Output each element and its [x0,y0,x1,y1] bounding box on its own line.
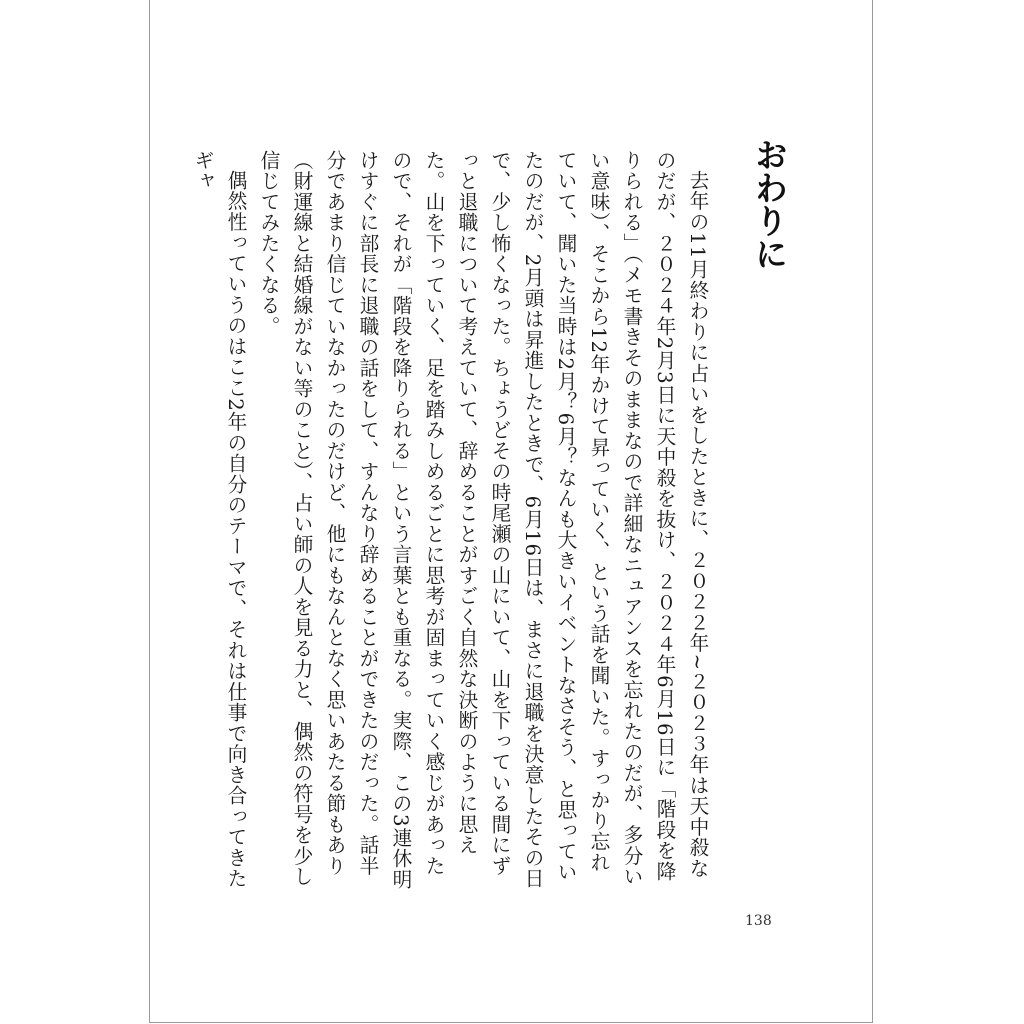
paragraph: 偶然性っていうのはここ2年の自分のテーマで、それは仕事で向き合ってきたギャ [191,150,247,889]
chapter-heading: おわりに [750,138,789,270]
body-text [191,150,714,890]
page-number: 138 [745,913,772,929]
paragraph: 去年の11月終わりに占いをしたときに、２０２２年~２０２３年は天中殺なのだが、２０２４年2月3日に天中殺を抜け、２０２４年6月16日に「階段を降りられる」（メモ書きそのままなので詳細なニュアンスを忘れたのだが、多分いい意味）、そこから12年かけて昇っていく、という話を聞いた。すっかり忘れていて、聞いた当時は2月？6月？なんも大きいイベントなさそう、と思っていたのだが、2月頭は昇進したときで、6月16日は、まさに退職を決意したその日で、少し怖くなった。ちょうどその時尾瀬の山にいて、山を下っている間にずっと退職について考えていて、辞めることがすごく自然な決断のように思えた。山を下っていく、足を踏みしめるごとに思考が固まっていく感じがあったので、それが「階段を降りられる」という言葉とも重なる。実際、この3連休明けすぐに部長に退職の話をして、すんなり辞めることができたのだった。話半分であまり信じていなかったのだけど、他にもなんとなく思いあたる節もあり（財運線と結婚線がない等のこと）、占い師の人を見る力と、偶然の符号を少し信じてみたくなる。 [257,150,709,890]
